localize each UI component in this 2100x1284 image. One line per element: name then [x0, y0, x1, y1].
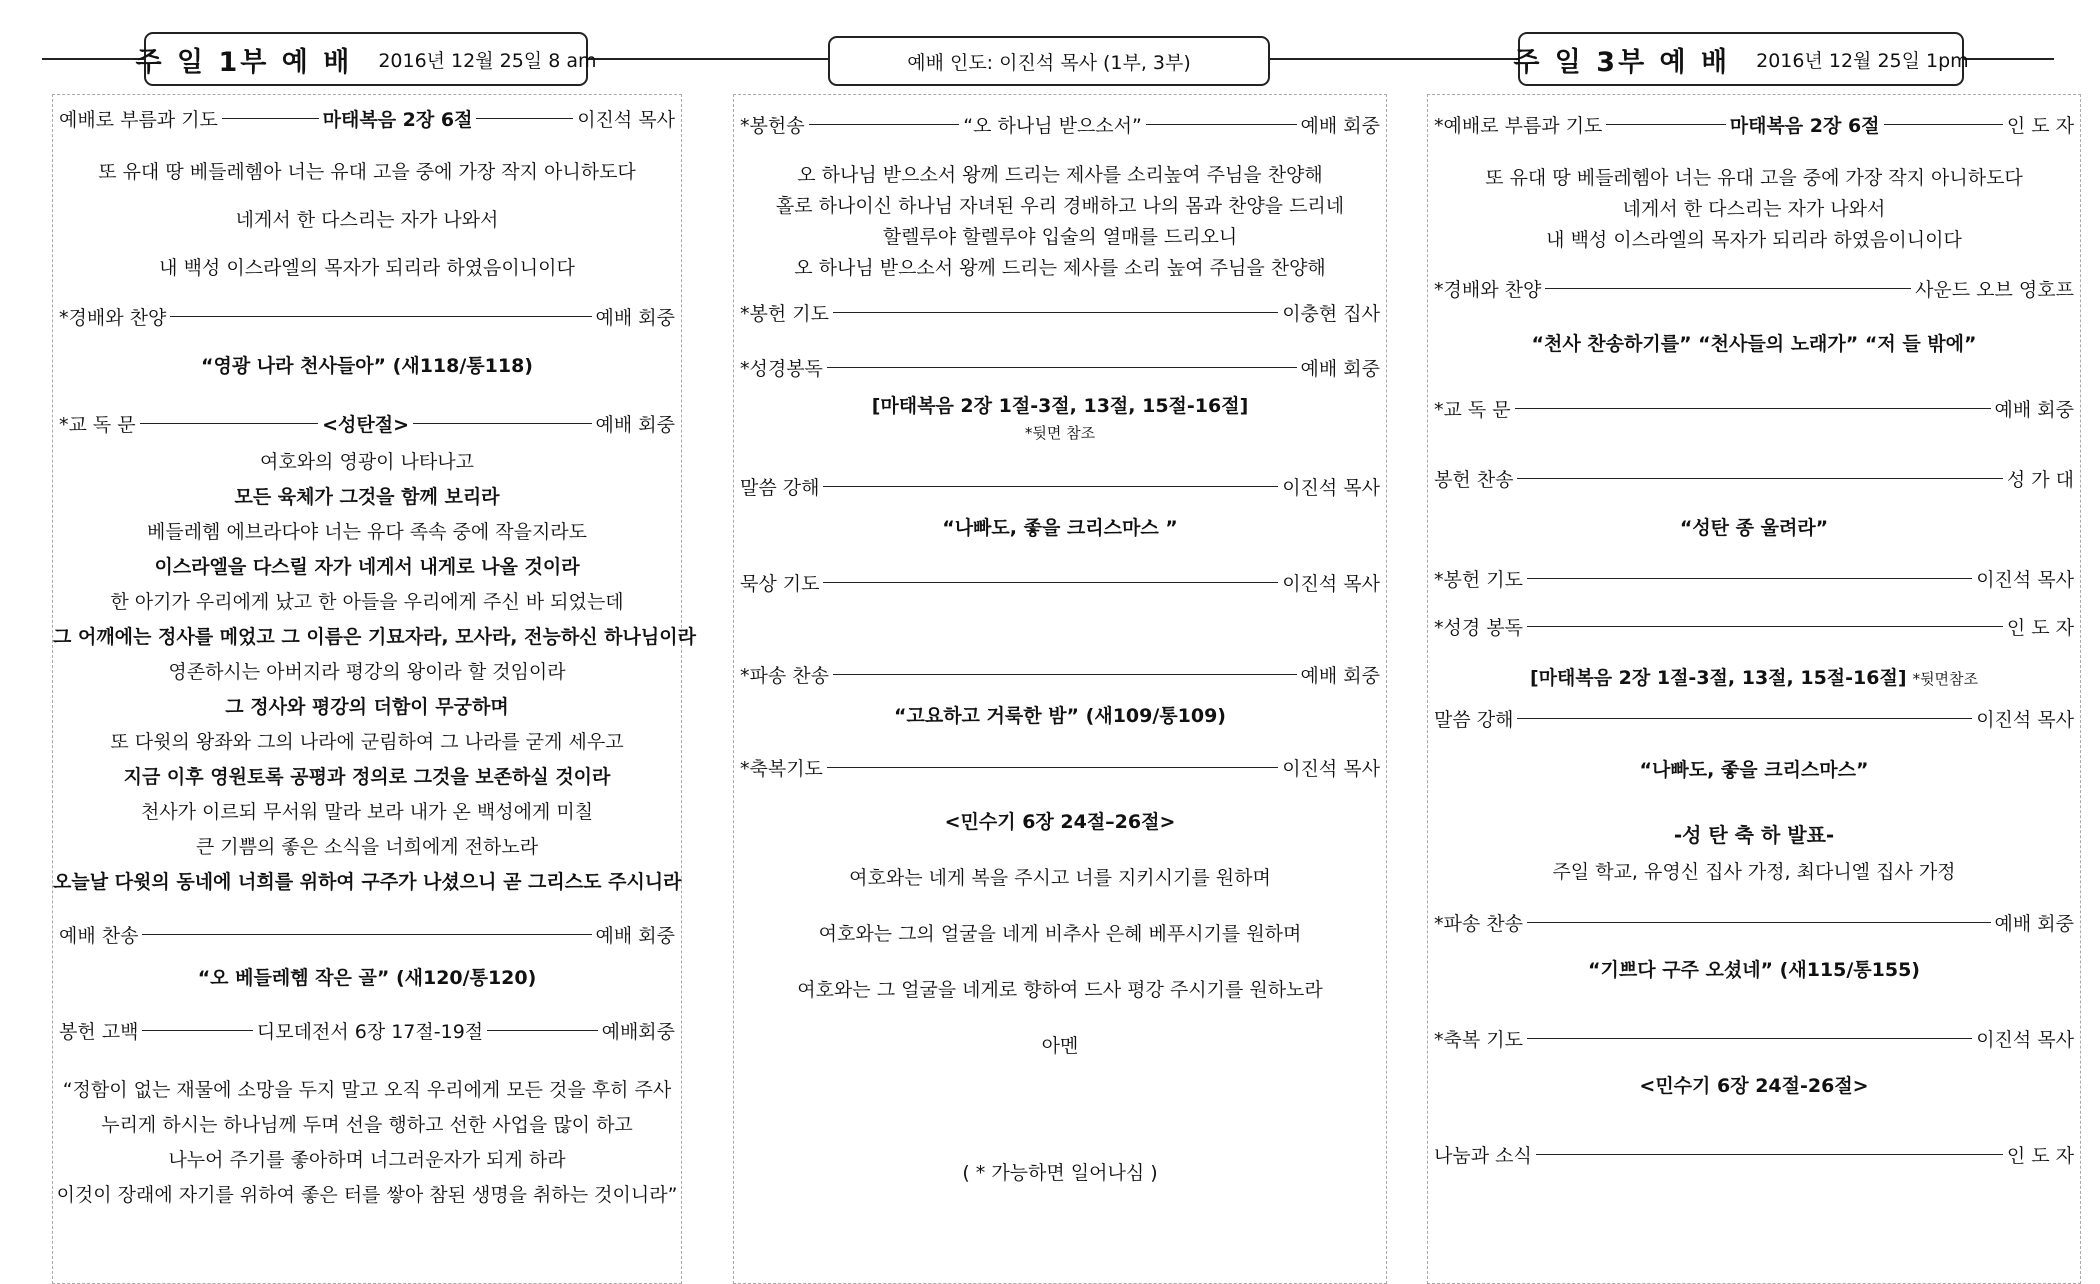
offering-prayer-row: [740, 299, 1380, 325]
offering-prayer-by: 이충현 집사: [1282, 302, 1380, 325]
hymn-label: 예배 찬송: [59, 924, 139, 947]
praise-label: *경배와 찬양: [59, 306, 167, 329]
silent-prayer-label: 묵상 기도: [740, 572, 820, 595]
offering-song-row: [740, 111, 1380, 137]
dotted-leader: [1545, 288, 1911, 289]
dotted-leader: [1517, 478, 2002, 479]
announcements-label: 나눔과 소식: [1434, 1144, 1532, 1167]
offering-confession-row: [59, 1017, 675, 1043]
sending-hymn-song: “고요하고 거룩한 밤” (새109/통109): [894, 705, 1226, 727]
hymn-by: 예배 회중: [595, 924, 675, 947]
benediction-by: 이진석 목사: [1282, 757, 1380, 780]
reading-line: 모든 육체가 그것을 함께 보리라: [234, 486, 500, 508]
benediction-label: *축복 기도: [1434, 1028, 1523, 1051]
scripture-reading-row: [1434, 613, 2074, 639]
sending-hymn-row: [740, 661, 1380, 687]
third-service-order: [1427, 94, 2081, 1284]
song-lyric-line: 홀로 하나이신 하나님 자녀된 우리 경배하고 나의 몸과 찬양을 드리네: [775, 195, 1345, 217]
praise-label: *경배와 찬양: [1434, 278, 1542, 301]
praise-songs: “천사 찬송하기를” “천사들의 노래가” “저 들 밖에”: [1531, 333, 1977, 355]
dotted-leader: [833, 312, 1278, 313]
third-service-title: 주 일 3부 예 배: [1513, 46, 1731, 78]
song-lyric-line: 할렐루야 할렐루야 입술의 열매를 드리오니: [882, 226, 1238, 248]
sermon-preacher: 이진석 목사: [1282, 476, 1380, 499]
scripture-reading-label: *성경 봉독: [1434, 616, 1523, 639]
call-label: 예배로 부름과 기도: [59, 108, 218, 131]
dotted-leader: [1146, 124, 1297, 125]
announcements-row: [1434, 1141, 2074, 1167]
first-service-title: 주 일 1부 예 배: [135, 46, 353, 78]
reading-line: 큰 기쁨의 좋은 소식을 너희에게 전하노라: [195, 836, 539, 858]
praise-song: “영광 나라 천사들아” (새118/통118): [201, 355, 533, 377]
dotted-leader: [1527, 1038, 1972, 1039]
reading-title: <성탄절>: [322, 413, 410, 436]
offering-verse-line: 누리게 하시는 하나님께 두며 선을 행하고 선한 사업을 많이 하고: [101, 1114, 633, 1136]
reading-line: 그 정사와 평강의 더함이 무궁하며: [225, 696, 509, 718]
benediction-line: 여호와는 네게 복을 주시고 너를 지키시기를 원하며: [849, 867, 1271, 889]
offering-label: 봉헌 고백: [59, 1020, 139, 1043]
back-page-note: *뒷면참조: [1912, 670, 1979, 688]
call-scripture: 마태복음 2장 6절: [322, 108, 473, 131]
scripture-reference: [마태복음 2장 1절-3절, 13절, 15절-16절]: [871, 395, 1249, 417]
offering-prayer-label: *봉헌 기도: [740, 302, 829, 325]
reading-line: 오늘날 다윗의 동네에 너희를 위하여 구주가 나셨으니 곧 그리스도 주시니라: [53, 871, 682, 893]
first-service-order: [52, 94, 696, 1284]
sending-hymn-song: “기쁘다 구주 오셨네” (새115/통155): [1588, 959, 1920, 981]
call-verse-line: 또 유대 땅 베들레헴아 너는 유대 고을 중에 가장 작지 아니하도다: [1485, 167, 2023, 189]
praise-row: [59, 303, 675, 329]
call-label: *예배로 부름과 기도: [1434, 114, 1603, 137]
offering-song-title: “성탄 종 울려라”: [1679, 517, 1829, 539]
sending-hymn-label: *파송 찬송: [1434, 912, 1523, 935]
dotted-leader: [827, 367, 1297, 368]
silent-prayer-by: 이진석 목사: [1282, 572, 1380, 595]
praise-by: 예배 회중: [595, 306, 675, 329]
dotted-leader: [827, 767, 1278, 768]
reading-line: 한 아기가 우리에게 났고 한 아들을 우리에게 주신 바 되었는데: [110, 591, 624, 613]
reading-line: 이스라엘을 다스릴 자가 네게서 내게로 나올 것이라: [154, 556, 580, 578]
sermon-row: [740, 473, 1380, 499]
reading-line: 천사가 이르되 무서워 말라 보라 내가 온 백성에게 미칠: [140, 801, 594, 823]
scripture-reading-row: [740, 354, 1380, 380]
header-rule-mid-left: [586, 58, 830, 60]
reading-line: 베들레헴 에브라다야 너는 유다 족속 중에 작을지라도: [146, 521, 588, 543]
sermon-label: 말씀 강해: [1434, 708, 1514, 731]
offering-prayer-row: [1434, 565, 2074, 591]
benediction-line: 여호와는 그의 얼굴을 네게 비추사 은혜 베푸시기를 원하며: [818, 923, 1302, 945]
header-rule-right: [1962, 58, 2054, 60]
benediction-reference: <민수기 6장 24절-26절>: [1639, 1075, 1869, 1097]
hymn-song: “오 베들레헴 작은 골” (새120/통120): [197, 967, 537, 989]
reading-line: 지금 이후 영원토록 공평과 정의로 그것을 보존하실 것이라: [123, 766, 611, 788]
dotted-leader: [140, 423, 318, 424]
dotted-leader: [1515, 408, 1991, 409]
announcement-title: -성 탄 축 하 발표-: [1673, 823, 1835, 847]
announcements-by: 인 도 자: [2006, 1144, 2074, 1167]
offering-verse-line: “정함이 없는 재물에 소망을 두지 말고 오직 우리에게 모든 것을 후히 주사: [62, 1079, 672, 1101]
offering-prayer-by: 이진석 목사: [1976, 568, 2074, 591]
benediction-line: 여호와는 그 얼굴을 네게로 향하여 드사 평강 주시기를 원하노라: [797, 979, 1323, 1001]
call-verse-line: 네게서 한 다스리는 자가 나와서: [1622, 198, 1886, 220]
scripture-reading-by: 인 도 자: [2006, 616, 2074, 639]
offering-song-by: 성 가 대: [2006, 468, 2074, 491]
sending-hymn-row: [1434, 909, 2074, 935]
dotted-leader: [1606, 124, 1725, 125]
call-to-worship-row: [59, 105, 675, 131]
sermon-preacher: 이진석 목사: [1976, 708, 2074, 731]
call-to-worship-row: [1434, 111, 2074, 137]
scripture-reference: [마태복음 2장 1절-3절, 13절, 15절-16절]: [1529, 667, 1907, 689]
sending-hymn-label: *파송 찬송: [740, 664, 829, 687]
dotted-leader: [1536, 1154, 2003, 1155]
dotted-leader: [823, 582, 1278, 583]
header-rule-mid-right: [1268, 58, 1520, 60]
dotted-leader: [222, 118, 319, 119]
dotted-leader: [1527, 922, 1991, 923]
hymn-row: [59, 921, 675, 947]
back-page-note: *뒷면 참조: [1024, 424, 1096, 442]
call-scripture: 마태복음 2장 6절: [1729, 114, 1880, 137]
offering-song-label: 봉헌 찬송: [1434, 468, 1514, 491]
dotted-leader: [413, 423, 591, 424]
offering-song-row: [1434, 465, 2074, 491]
service-leader: 예배 인도: 이진석 목사 (1부, 3부): [907, 51, 1191, 74]
call-leader: 인 도 자: [2006, 114, 2074, 137]
dotted-leader: [170, 316, 591, 317]
call-verse-line: 내 백성 이스라엘의 목자가 되리라 하였음이니이다: [159, 257, 575, 279]
dotted-leader: [809, 124, 960, 125]
offering-song-title: “오 하나님 받으소서”: [963, 114, 1142, 137]
sermon-label: 말씀 강해: [740, 476, 820, 499]
offering-prayer-label: *봉헌 기도: [1434, 568, 1523, 591]
reading-line: 또 다윗의 왕좌와 그의 나라에 군림하여 그 나라를 굳게 세우고: [110, 731, 624, 753]
reading-label: *교 독 문: [1434, 398, 1511, 421]
sermon-title: “나빠도, 좋을 크리스마스”: [1639, 759, 1869, 781]
benediction-amen: 아멘: [1041, 1035, 1079, 1057]
silent-prayer-row: [740, 569, 1380, 595]
offering-song-by: 예배 회중: [1300, 114, 1381, 137]
first-service-date: 2016년 12월 25일 8 am: [378, 49, 597, 72]
benediction-by: 이진석 목사: [1976, 1028, 2074, 1051]
benediction-label: *축복기도: [740, 757, 823, 780]
dotted-leader: [833, 674, 1297, 675]
reading-line: 영존하시는 아버지라 평강의 왕이라 할 것임이라: [168, 661, 566, 683]
responsive-reading-row: [59, 410, 675, 436]
dotted-leader: [823, 486, 1278, 487]
call-leader: 이진석 목사: [577, 108, 675, 131]
sending-hymn-by: 예배 회중: [1994, 912, 2074, 935]
call-verse-line: 내 백성 이스라엘의 목자가 되리라 하였음이니이다: [1546, 229, 1962, 251]
offering-song-label: *봉헌송: [740, 114, 805, 137]
offering-scripture: 디모데전서 6장 17절-19절: [256, 1020, 484, 1043]
call-verse-line: 네게서 한 다스리는 자가 나와서: [235, 209, 499, 231]
benediction-reference: <민수기 6장 24절–26절>: [944, 811, 1176, 833]
reading-line: 여호와의 영광이 나타나고: [260, 451, 474, 473]
reading-by: 예배 회중: [1994, 398, 2074, 421]
offering-verse-line: 이것이 장래에 자기를 위하여 좋은 터를 쌓아 참된 생명을 취하는 것이니라”: [56, 1184, 678, 1206]
sending-hymn-by: 예배 회중: [1300, 664, 1380, 687]
benediction-row: [1434, 1025, 2074, 1051]
song-lyric-line: 오 하나님 받으소서 왕께 드리는 제사를 소리 높여 주님을 찬양해: [794, 257, 1326, 279]
offering-verse-line: 나누어 주기를 좋아하며 너그러운자가 되게 하라: [168, 1149, 566, 1171]
dotted-leader: [1884, 124, 2003, 125]
praise-team: 사운드 오브 영호프: [1915, 278, 2074, 301]
scripture-reading-label: *성경봉독: [740, 357, 823, 380]
dotted-leader: [487, 1030, 597, 1031]
offering-by: 예배회중: [601, 1020, 676, 1043]
scripture-reading-by: 예배 회중: [1300, 357, 1380, 380]
call-verse-line: 또 유대 땅 베들레헴아 너는 유대 고을 중에 가장 작지 아니하도다: [98, 161, 636, 183]
dotted-leader: [1517, 718, 1972, 719]
first-service-header: [135, 32, 597, 86]
service-middle-order: [733, 94, 1387, 1284]
dotted-leader: [1527, 626, 2003, 627]
header-rule-left: [42, 58, 147, 60]
praise-row: [1434, 275, 2074, 301]
benediction-row: [740, 754, 1380, 780]
song-lyric-line: 오 하나님 받으소서 왕께 드리는 제사를 소리높여 주님을 찬양해: [797, 164, 1323, 186]
dotted-leader: [476, 118, 573, 119]
reading-line: 그 어깨에는 정사를 메었고 그 이름은 기묘자라, 모사라, 전능하신 하나님이라: [53, 626, 696, 648]
third-service-date: 2016년 12월 25일 1pm: [1756, 49, 1969, 72]
sermon-row: [1434, 705, 2074, 731]
sermon-title: “나빠도, 좋을 크리스마스 ”: [942, 517, 1178, 539]
dotted-leader: [1527, 578, 1972, 579]
dotted-leader: [142, 934, 591, 935]
reading-label: *교 독 문: [59, 413, 136, 436]
third-service-header: [1513, 32, 1969, 86]
leader-header: [828, 36, 1270, 86]
announcement-body: 주일 학교, 유영신 집사 가정, 최다니엘 집사 가정: [1552, 861, 1956, 883]
reading-by: 예배 회중: [595, 413, 675, 436]
responsive-reading-row: [1434, 395, 2074, 421]
dotted-leader: [142, 1030, 252, 1031]
stand-note: ( * 가능하면 일어나심 ): [962, 1162, 1158, 1184]
